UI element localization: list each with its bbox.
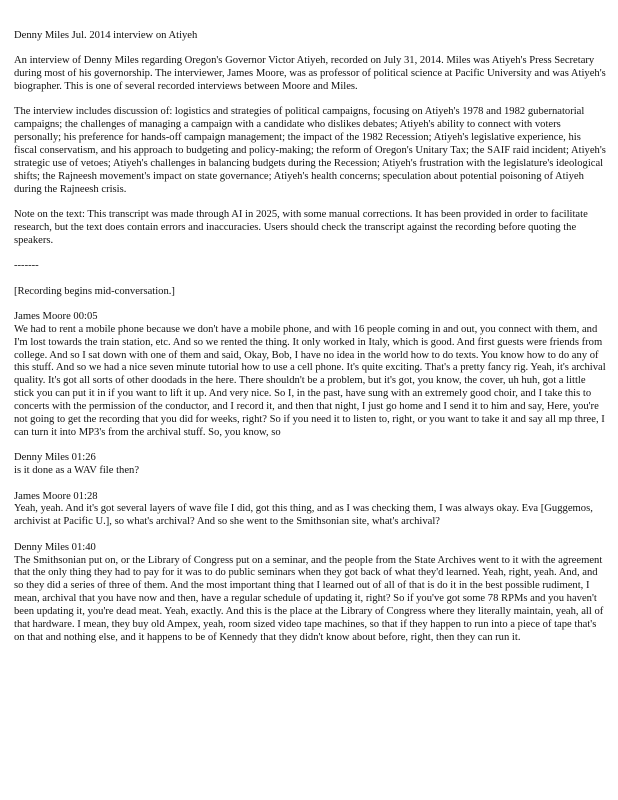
transcript-entry <box>14 311 606 440</box>
speaker-timestamp: James Moore 00:05 <box>14 310 98 322</box>
speaker-text: Yeah, yeah. And it's got several layers of wave file I did, got this thing, and as I was checking them, I was always okay. Eva [Guggemos, archivist at Pacific U.], so what's archival? And so she went to the Smithsonian site, what's archival? <box>14 503 593 528</box>
intro-paragraph: An interview of Denny Miles regarding Oregon's Governor Victor Atiyeh, recorded on July 31, 2014. Miles was Atiyeh's Press Secretary during most of his governorship. The interviewer, James Moore, was as professor of political science at Pacific University and was Atiyeh's biographer. This is one of several recorded interviews between Moore and Miles. <box>14 55 606 93</box>
speaker-text: The Smithsonian put on, or the Library of Congress put on a seminar, and the people from the State Archives went to it with the agreement that the only thing they had to pay for it was to do public seminars when they got back of what they'd learned. Yeah, right, yeah. And, and so they did a series of three of them. And the most important thing that I learned out of all of that is do it in the best possible rudiment, I mean, archival that you have now and then, have a regular schedule of updating it, right? So if you've got some 78 RPMs and you haven't been updating it, you're dead meat. Yeah, exactly. And this is the place at the Library of Congress where they literally maintain, yeah, all of that hardware. I mean, they buy old Ampex, yeah, room sized video tape machines, so that if they happen to run into a piece of tape that's on that and nothing else, and it happens to be of Kennedy that they didn't know about before, right, then they can run it. <box>14 554 604 643</box>
speaker-timestamp: James Moore 01:28 <box>14 490 98 502</box>
transcript-entry <box>14 452 606 478</box>
recording-note: [Recording begins mid-conversation.] <box>14 285 175 297</box>
transcript-page <box>14 30 606 657</box>
separator: ------- <box>14 260 39 272</box>
topics-paragraph: The interview includes discussion of: logistics and strategies of political campaigns, focusing on Atiyeh's 1978 and 1982 gubernatorial campaigns; the challenges of managing a campaign with a candidate who dislikes debates; Atiyeh's ability to connect with voters personally; his preference for hands-off campaign management; the impact of the 1982 Recession; Atiyeh's legislative experience, his fiscal conservatism, and his approach to budgeting and policy-making; the reform of Oregon's Unitary Tax; the SAIF raid incident; Atiyeh's strategic use of vetoes; Atiyeh's challenges in balancing budgets during the Recession; Atiyeh's frustration with the legislature's ideological shifts; the Rajneesh movement's impact on state governance; Atiyeh's health concerns; speculation about potential poisoning of Atiyeh during the Rajneesh crisis. <box>14 106 606 195</box>
speaker-text: We had to rent a mobile phone because we don't have a mobile phone, and with 16 people coming in and out, you connect with them, and I'm lost towards the train station, etc. And so we rented the thing. It only worked in Italy, which is good. And first guests were friends from college. And so I sat down with one of them and said, Okay, Bob, I have no idea in the world how to do texts. You know how to do any of this stuff. And so we had a nice seven minute tutorial how to use a cell phone. It's quite exciting. That's a pretty fancy rig. Yeah, it's archival quality. It's got all sorts of other doodads in the here. There shouldn't be a problem, but it's got, you know, the cover, uh huh, got a little stick you can put it in if you want to lift it up. And very nice. So I, in the past, have sung with an extremely good choir, and I take this to concerts with the permission of the conductor, and I record it, and then that night, I just go home and I send it to him and say, Here, you're not going to get the recording that you did for weeks, right? So if you need it to listen to, right, or you want to take it and say all mp three, I can turn it into MP3's from the archival stuff. So, you know, so <box>14 323 606 438</box>
speaker-timestamp: Denny Miles 01:40 <box>14 541 96 553</box>
note-paragraph: Note on the text: This transcript was made through AI in 2025, with some manual corrections. It has been provided in order to facilitate research, but the text does contain errors and inaccuracies. Users should check the transcript against the recording before quoting the speakers. <box>14 209 588 246</box>
speaker-timestamp: Denny Miles 01:26 <box>14 452 96 464</box>
document-title: Denny Miles Jul. 2014 interview on Atiyeh <box>14 30 198 41</box>
speaker-text: is it done as a WAV file then? <box>14 465 140 477</box>
transcript-entry <box>14 491 606 530</box>
transcript-entry <box>14 542 606 645</box>
